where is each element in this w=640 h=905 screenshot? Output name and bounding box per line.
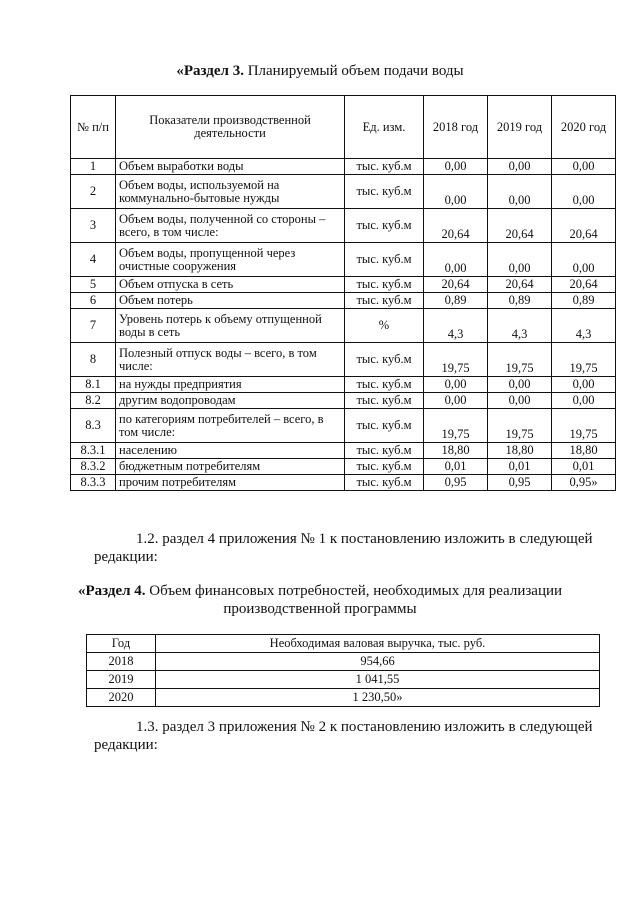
cell-unit: тыс. куб.м xyxy=(345,459,424,475)
paragraph-1-2 xyxy=(94,530,600,566)
table-row xyxy=(71,309,616,343)
cell-indicator: по категориям потребителей – всего, в том числе: xyxy=(116,409,345,443)
cell-2018: 0,00 xyxy=(424,393,488,409)
cell-revenue: 1 041,55 xyxy=(156,671,600,689)
cell-number: 8.3.1 xyxy=(71,443,116,459)
cell-unit: тыс. куб.м xyxy=(345,293,424,309)
table-row xyxy=(71,175,616,209)
cell-indicator: Объем воды, пропущенной через очистные сооружения xyxy=(116,243,345,277)
col-header-unit: Ед. изм. xyxy=(345,96,424,159)
cell-2020: 18,80 xyxy=(552,443,616,459)
section3-title xyxy=(0,62,640,80)
section3-title-rest: Планируемый объем подачи воды xyxy=(243,63,464,79)
cell-unit: тыс. куб.м xyxy=(345,393,424,409)
cell-2018: 19,75 xyxy=(424,343,488,377)
cell-year: 2018 xyxy=(87,653,156,671)
cell-2018: 0,00 xyxy=(424,243,488,277)
cell-2018: 18,80 xyxy=(424,443,488,459)
cell-2020: 0,00 xyxy=(552,159,616,175)
cell-indicator: Уровень потерь к объему отпущенной воды в сеть xyxy=(116,309,345,343)
cell-2020: 0,00 xyxy=(552,175,616,209)
cell-2019: 0,89 xyxy=(488,293,552,309)
paragraph-1-2-line2: редакции: xyxy=(94,549,158,565)
section4-title-line2: производственной программы xyxy=(223,601,417,617)
cell-number: 8.2 xyxy=(71,393,116,409)
cell-number: 1 xyxy=(71,159,116,175)
cell-number: 8 xyxy=(71,343,116,377)
cell-2018: 20,64 xyxy=(424,209,488,243)
cell-unit: тыс. куб.м xyxy=(345,277,424,293)
cell-2018: 0,89 xyxy=(424,293,488,309)
cell-2019: 0,00 xyxy=(488,393,552,409)
table-row xyxy=(87,671,600,689)
col-header-revenue: Необходимая валовая выручка, тыс. руб. xyxy=(156,635,600,653)
cell-2020: 19,75 xyxy=(552,409,616,443)
table-header-row xyxy=(87,635,600,653)
section4-title-rest: Объем финансовых потребностей, необходимых для реализации xyxy=(145,583,563,599)
cell-2019: 19,75 xyxy=(488,343,552,377)
cell-number: 7 xyxy=(71,309,116,343)
cell-unit: тыс. куб.м xyxy=(345,243,424,277)
cell-unit: тыс. куб.м xyxy=(345,159,424,175)
cell-2020: 20,64 xyxy=(552,277,616,293)
cell-2019: 0,00 xyxy=(488,159,552,175)
col-header-indicator: Показатели производственной деятельности xyxy=(116,96,345,159)
cell-2020: 0,00 xyxy=(552,377,616,393)
cell-revenue: 1 230,50» xyxy=(156,689,600,707)
paragraph-1-2-line1: 1.2. раздел 4 приложения № 1 к постановлению изложить в следующей xyxy=(136,531,593,547)
paragraph-1-3 xyxy=(94,718,600,754)
cell-2019: 0,00 xyxy=(488,377,552,393)
table-row xyxy=(71,475,616,491)
cell-2020: 20,64 xyxy=(552,209,616,243)
cell-year: 2020 xyxy=(87,689,156,707)
cell-indicator: Объем выработки воды xyxy=(116,159,345,175)
cell-2018: 0,00 xyxy=(424,175,488,209)
table-row xyxy=(71,409,616,443)
cell-2019: 0,95 xyxy=(488,475,552,491)
cell-2019: 20,64 xyxy=(488,209,552,243)
cell-revenue: 954,66 xyxy=(156,653,600,671)
cell-number: 4 xyxy=(71,243,116,277)
cell-2020: 0,01 xyxy=(552,459,616,475)
col-header-number: № п/п xyxy=(71,96,116,159)
cell-number: 2 xyxy=(71,175,116,209)
cell-2018: 0,00 xyxy=(424,159,488,175)
paragraph-1-3-line2: редакции: xyxy=(94,737,158,753)
cell-unit: тыс. куб.м xyxy=(345,343,424,377)
table-row xyxy=(71,459,616,475)
cell-2019: 4,3 xyxy=(488,309,552,343)
cell-unit: тыс. куб.м xyxy=(345,175,424,209)
col-header-year: Год xyxy=(87,635,156,653)
cell-indicator: бюджетным потребителям xyxy=(116,459,345,475)
cell-number: 3 xyxy=(71,209,116,243)
table-row xyxy=(71,343,616,377)
table-row xyxy=(71,393,616,409)
cell-2020: 4,3 xyxy=(552,309,616,343)
cell-2018: 0,95 xyxy=(424,475,488,491)
cell-unit: тыс. куб.м xyxy=(345,409,424,443)
cell-indicator: Полезный отпуск воды – всего, в том числе: xyxy=(116,343,345,377)
section4-title xyxy=(0,582,640,618)
cell-indicator: Объем воды, полученной со стороны – всего, в том числе: xyxy=(116,209,345,243)
cell-2019: 18,80 xyxy=(488,443,552,459)
cell-unit: тыс. куб.м xyxy=(345,377,424,393)
col-header-2018: 2018 год xyxy=(424,96,488,159)
cell-2018: 0,00 xyxy=(424,377,488,393)
col-header-2020: 2020 год xyxy=(552,96,616,159)
cell-2019: 19,75 xyxy=(488,409,552,443)
cell-unit: % xyxy=(345,309,424,343)
cell-2018: 4,3 xyxy=(424,309,488,343)
water-supply-table-body xyxy=(71,159,616,491)
table-row xyxy=(71,209,616,243)
cell-2020: 0,00 xyxy=(552,393,616,409)
cell-indicator: прочим потребителям xyxy=(116,475,345,491)
cell-number: 8.1 xyxy=(71,377,116,393)
cell-2019: 0,01 xyxy=(488,459,552,475)
cell-number: 5 xyxy=(71,277,116,293)
cell-number: 8.3 xyxy=(71,409,116,443)
cell-2018: 19,75 xyxy=(424,409,488,443)
cell-unit: тыс. куб.м xyxy=(345,443,424,459)
cell-indicator: Объем отпуска в сеть xyxy=(116,277,345,293)
cell-indicator: Объем потерь xyxy=(116,293,345,309)
cell-number: 6 xyxy=(71,293,116,309)
cell-2020: 19,75 xyxy=(552,343,616,377)
cell-indicator: на нужды предприятия xyxy=(116,377,345,393)
cell-2020: 0,95» xyxy=(552,475,616,491)
table-row xyxy=(71,443,616,459)
cell-2018: 20,64 xyxy=(424,277,488,293)
cell-year: 2019 xyxy=(87,671,156,689)
table-row xyxy=(71,277,616,293)
table-row xyxy=(87,689,600,707)
cell-2020: 0,00 xyxy=(552,243,616,277)
table-row xyxy=(71,293,616,309)
cell-unit: тыс. куб.м xyxy=(345,475,424,491)
water-supply-table xyxy=(70,95,616,491)
cell-2020: 0,89 xyxy=(552,293,616,309)
financial-needs-table xyxy=(86,634,600,707)
cell-2019: 0,00 xyxy=(488,243,552,277)
paragraph-1-3-line1: 1.3. раздел 3 приложения № 2 к постановлению изложить в следующей xyxy=(136,719,593,735)
cell-2019: 0,00 xyxy=(488,175,552,209)
cell-number: 8.3.2 xyxy=(71,459,116,475)
table-row xyxy=(71,159,616,175)
financial-needs-table-body xyxy=(87,653,600,707)
table-row xyxy=(71,377,616,393)
section4-title-bold: «Раздел 4. xyxy=(77,583,146,599)
cell-2018: 0,01 xyxy=(424,459,488,475)
section3-title-bold: «Раздел 3. xyxy=(176,63,244,79)
cell-indicator: Объем воды, используемой на коммунально-бытовые нужды xyxy=(116,175,345,209)
table-header-row xyxy=(71,96,616,159)
col-header-2019: 2019 год xyxy=(488,96,552,159)
cell-unit: тыс. куб.м xyxy=(345,209,424,243)
cell-number: 8.3.3 xyxy=(71,475,116,491)
table-row xyxy=(87,653,600,671)
cell-indicator: населению xyxy=(116,443,345,459)
cell-indicator: другим водопроводам xyxy=(116,393,345,409)
table-row xyxy=(71,243,616,277)
cell-2019: 20,64 xyxy=(488,277,552,293)
